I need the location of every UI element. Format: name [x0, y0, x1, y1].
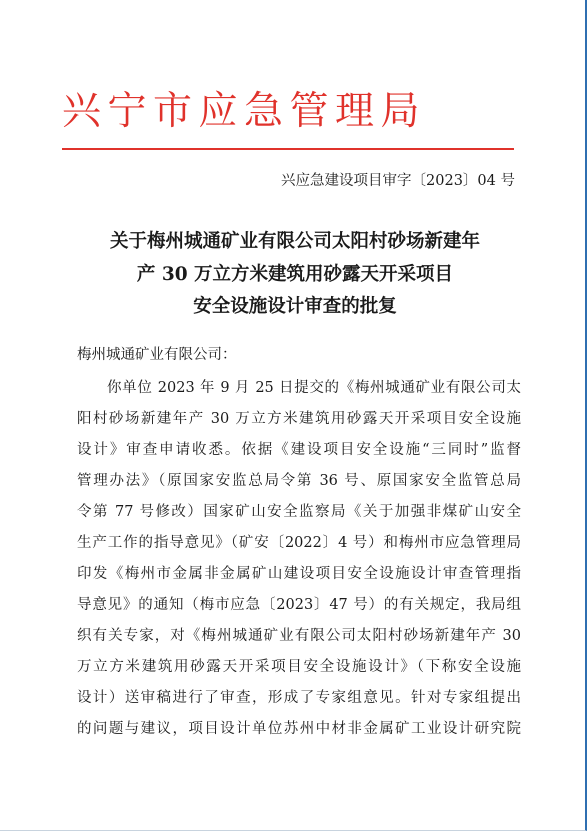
body-line: 生产工作的指导意见》（矿安〔2022〕4 号）和梅州市应急管理局 [77, 535, 521, 551]
body-line: 设计）送审稿进行了审查，形成了专家组意见。针对专家组提出 [77, 690, 521, 706]
body-line: 织有关专家，对《梅州城通矿业有限公司太阳村砂场新建年产 30 [77, 628, 521, 644]
letterhead-red-rule [62, 148, 514, 150]
body-line: 的问题与建议，项目设计单位苏州中材非金属矿工业设计研究院 [77, 721, 521, 737]
body-line: 设计》审查申请收悉。依据《建设项目安全设施“三同时”监督 [77, 442, 521, 458]
document-title-line-1: 关于梅州城通矿业有限公司太阳村砂场新建年 [109, 231, 480, 252]
document-title-line-3: 安全设施设计审查的批复 [193, 296, 397, 317]
letterhead-organization: 兴宁市应急管理局 [62, 89, 427, 134]
body-line: 管理办法》（原国家安监总局令第 36 号、原国家安全监管总局 [77, 473, 521, 489]
addressee: 梅州城通矿业有限公司： [77, 347, 237, 363]
body-line: 万立方米建筑用砂露天开采项目安全设施设计》（下称安全设施 [77, 659, 521, 675]
document-title-line-2: 产 30 万立方米建筑用砂露天开采项目 [136, 264, 454, 285]
body-line: 印发《梅州市金属非金属矿山建设项目安全设施设计审查管理指 [77, 566, 521, 582]
body-line: 令第 77 号修改）国家矿山安全监察局《关于加强非煤矿山安全 [77, 504, 521, 520]
document-number: 兴应急建设项目审字〔2023〕04 号 [281, 173, 515, 189]
body-line: 导意见》的通知（梅市应急〔2023〕47 号）的有关规定，我局组 [77, 597, 521, 613]
body-line: 你单位 2023 年 9 月 25 日提交的《梅州城通矿业有限公司太 [107, 380, 521, 396]
body-line: 阳村砂场新建年产 30 万立方米建筑用砂露天开采项目安全设施 [77, 411, 521, 427]
